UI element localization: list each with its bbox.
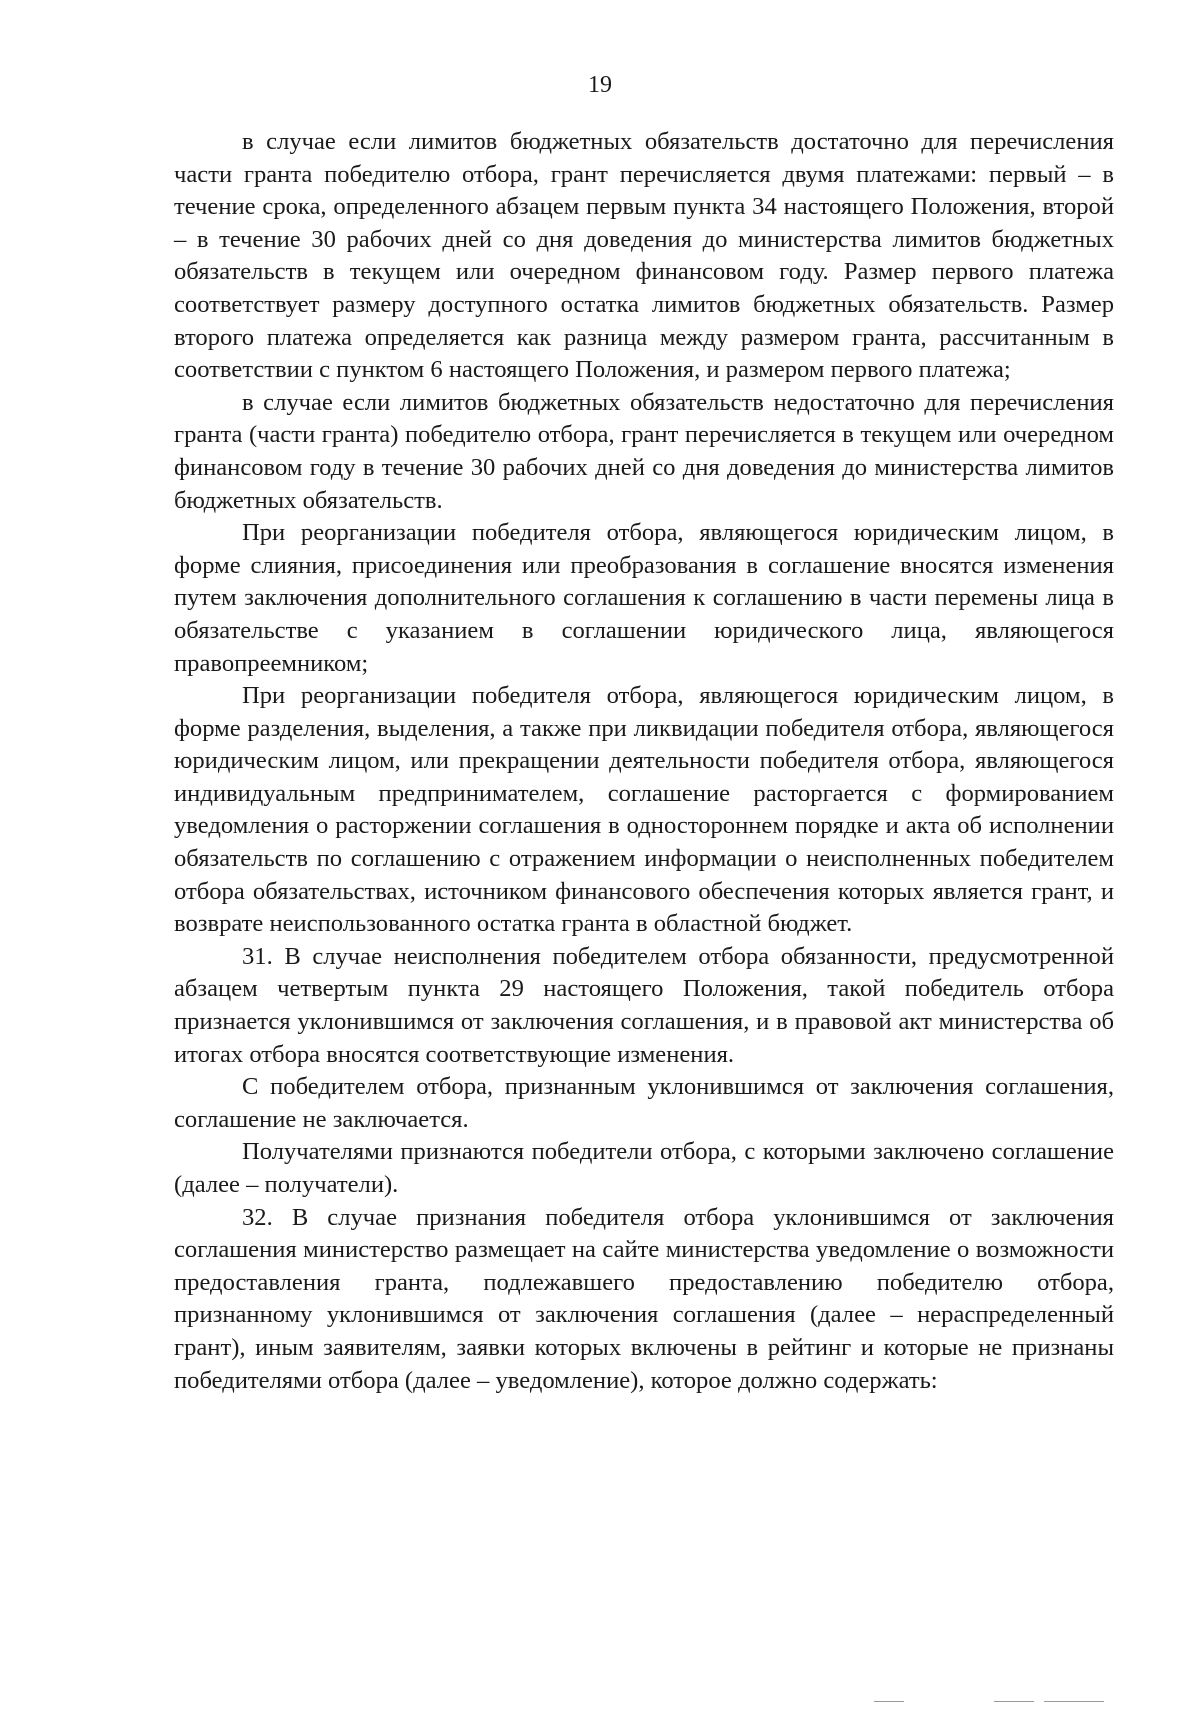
paragraph-two-payments: в случае если лимитов бюджетных обязательств достаточно для перечисления части гранта победителю отбора, грант перечисляется двумя платежами: первый – в течение срока, определенного абзацем первым пункта 34 настоящего Положения, второй – в течение 30 рабочих дней со дня доведения до министерства лимитов бюджетных обязательств в текущем или очередном финансовом году. Размер первого платежа соответствует размеру доступного остатка лимитов бюджетных обязательств. Размер второго платежа определяется как разница между размером гранта, рассчитанным в соответствии с пунктом 6 настоящего Положения, и размером первого платежа;	[174, 128, 1114, 384]
document-body	[174, 126, 1114, 1397]
paragraph-reorganization-merger: При реорганизации победителя отбора, являющегося юридическим лицом, в форме слияния, присоединения или преобразования в соглашение вносятся изменения путем заключения дополнительного соглашения к соглашению в части перемены лица в обязательстве с указанием в соглашении юридического лица, являющегося правопреемником;	[174, 519, 1114, 677]
paragraph-recipients: Получателями признаются победители отбора, с которыми заключено соглашение (далее – получатели).	[174, 1138, 1114, 1198]
paragraph-insufficient-limits: в случае если лимитов бюджетных обязательств недостаточно для перечисления гранта (части гранта) победителю отбора, грант перечисляется в текущем или очередном финансовом году в течение 30 рабочих дней со дня доведения до министерства лимитов бюджетных обязательств.	[174, 388, 1114, 514]
paragraph-item-32: 32. В случае признания победителя отбора уклонившимся от заключения соглашения министерство размещает на сайте министерства уведомление о возможности предоставления гранта, подлежавшего предоставлению победителю отбора, признанному уклонившимся от заключения соглашения (далее – нераспределенный грант), иным заявителям, заявки которых включены в рейтинг и которые не признаны победителями отбора (далее – уведомление), которое должно содержать:	[174, 1203, 1114, 1394]
page-number: 19	[588, 72, 612, 98]
paragraph-item-31: 31. В случае неисполнения победителем отбора обязанности, предусмотренной абзацем четвертым пункта 29 настоящего Положения, такой победитель отбора признается уклонившимся от заключения соглашения, и в правовой акт министерства об итогах отбора вносятся соответствующие изменения.	[174, 942, 1114, 1068]
paragraph-no-agreement: С победителем отбора, признанным уклонившимся от заключения соглашения, соглашение не заключается.	[174, 1073, 1114, 1133]
paragraph-reorganization-division: При реорганизации победителя отбора, являющегося юридическим лицом, в форме разделения, выделения, а также при ликвидации победителя отбора, являющегося юридическим лицом, или прекращении деятельности победителя отбора, являющегося индивидуальным предпринимателем, соглашение расторгается с формированием уведомления о расторжении соглашения в одностороннем порядке и акта об исполнении обязательств по соглашению с отражением информации о неисполненных победителем отбора обязательствах, источником финансового обеспечения которых является грант, и возврате неиспользованного остатка гранта в областной бюджет.	[174, 682, 1114, 938]
scan-edge-marks	[874, 1699, 1104, 1705]
